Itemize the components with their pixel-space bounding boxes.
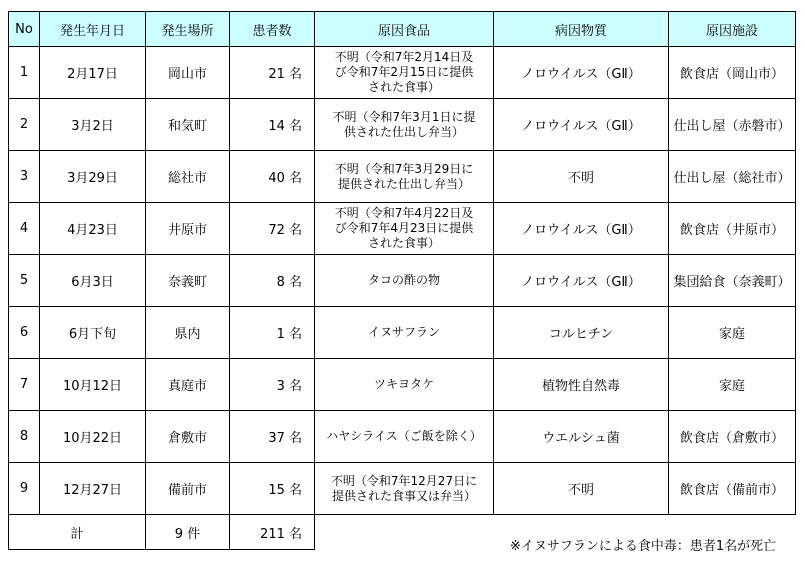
cell-date: 4月23日 bbox=[40, 203, 146, 255]
cell-no: 3 bbox=[9, 151, 40, 203]
cell-food: 不明（令和7年4月22日及 び令和7年4月23日に提供 された食事） bbox=[315, 203, 494, 255]
table-row bbox=[9, 463, 796, 515]
cell-no: 7 bbox=[9, 359, 40, 411]
table-row bbox=[9, 255, 796, 307]
cell-place: 総社市 bbox=[146, 151, 230, 203]
cell-no: 5 bbox=[9, 255, 40, 307]
total-label: 計 bbox=[9, 515, 146, 550]
cell-no: 6 bbox=[9, 307, 40, 359]
cell-place: 真庭市 bbox=[146, 359, 230, 411]
cell-facility: 仕出し屋（総社市） bbox=[669, 151, 796, 203]
cell-patients: 14 名 bbox=[230, 99, 315, 151]
cell-agent: ノロウイルス（GⅡ） bbox=[494, 99, 669, 151]
cell-agent: 不明 bbox=[494, 151, 669, 203]
cell-facility: 飲食店（井原市） bbox=[669, 203, 796, 255]
cell-facility: 集団給食（奈義町） bbox=[669, 255, 796, 307]
header-patients: 患者数 bbox=[230, 12, 315, 47]
header-date: 発生年月日 bbox=[40, 12, 146, 47]
table-row bbox=[9, 47, 796, 99]
cell-agent: ノロウイルス（GⅡ） bbox=[494, 203, 669, 255]
header-agent: 病因物質 bbox=[494, 12, 669, 47]
cell-patients: 72 名 bbox=[230, 203, 315, 255]
cell-date: 6月下旬 bbox=[40, 307, 146, 359]
total-count: 9 件 bbox=[146, 515, 230, 550]
cell-food: イヌサフラン bbox=[315, 307, 494, 359]
cell-food: 不明（令和7年2月14日及 び令和7年2月15日に提供 された食事） bbox=[315, 47, 494, 99]
cell-facility: 仕出し屋（赤磐市） bbox=[669, 99, 796, 151]
cell-food: 不明（令和7年3月29日に 提供された仕出し弁当） bbox=[315, 151, 494, 203]
cell-date: 3月2日 bbox=[40, 99, 146, 151]
cell-food: 不明（令和7年3月1日に提 供された仕出し弁当） bbox=[315, 99, 494, 151]
cell-agent: コルヒチン bbox=[494, 307, 669, 359]
cell-agent: ノロウイルス（GⅡ） bbox=[494, 255, 669, 307]
cell-facility: 家庭 bbox=[669, 307, 796, 359]
cell-place: 岡山市 bbox=[146, 47, 230, 99]
footnote: ※イヌサフランによる食中毒：患者1名が死亡 bbox=[510, 539, 777, 554]
cell-patients: 37 名 bbox=[230, 411, 315, 463]
header-place: 発生場所 bbox=[146, 12, 230, 47]
cell-date: 6月3日 bbox=[40, 255, 146, 307]
cell-date: 12月27日 bbox=[40, 463, 146, 515]
cell-facility: 飲食店（岡山市） bbox=[669, 47, 796, 99]
cell-place: 和気町 bbox=[146, 99, 230, 151]
cell-place: 倉敷市 bbox=[146, 411, 230, 463]
cell-food: タコの酢の物 bbox=[315, 255, 494, 307]
cell-date: 10月22日 bbox=[40, 411, 146, 463]
cell-patients: 8 名 bbox=[230, 255, 315, 307]
cell-patients: 3 名 bbox=[230, 359, 315, 411]
cell-patients: 1 名 bbox=[230, 307, 315, 359]
cell-no: 4 bbox=[9, 203, 40, 255]
cell-patients: 21 名 bbox=[230, 47, 315, 99]
cell-food: ツキヨタケ bbox=[315, 359, 494, 411]
cell-no: 1 bbox=[9, 47, 40, 99]
cell-no: 2 bbox=[9, 99, 40, 151]
table-row bbox=[9, 151, 796, 203]
cell-date: 10月12日 bbox=[40, 359, 146, 411]
total-patients: 211 名 bbox=[230, 515, 315, 550]
cell-agent: 植物性自然毒 bbox=[494, 359, 669, 411]
table-row bbox=[9, 99, 796, 151]
cell-place: 県内 bbox=[146, 307, 230, 359]
table-row bbox=[9, 203, 796, 255]
cell-food: ハヤシライス（ご飯を除く） bbox=[315, 411, 494, 463]
cell-place: 奈義町 bbox=[146, 255, 230, 307]
header-food: 原因食品 bbox=[315, 12, 494, 47]
cell-date: 3月29日 bbox=[40, 151, 146, 203]
cell-patients: 40 名 bbox=[230, 151, 315, 203]
cell-place: 備前市 bbox=[146, 463, 230, 515]
table-row bbox=[9, 359, 796, 411]
food-poisoning-table bbox=[8, 11, 796, 550]
cell-no: 8 bbox=[9, 411, 40, 463]
header-no: No bbox=[9, 12, 40, 47]
table-row bbox=[9, 307, 796, 359]
cell-facility: 家庭 bbox=[669, 359, 796, 411]
table-row bbox=[9, 411, 796, 463]
cell-agent: ノロウイルス（GⅡ） bbox=[494, 47, 669, 99]
cell-food: 不明（令和7年12月27日に 提供された食事又は弁当） bbox=[315, 463, 494, 515]
header-facility: 原因施設 bbox=[669, 12, 796, 47]
cell-place: 井原市 bbox=[146, 203, 230, 255]
cell-patients: 15 名 bbox=[230, 463, 315, 515]
cell-agent: ウエルシュ菌 bbox=[494, 411, 669, 463]
cell-agent: 不明 bbox=[494, 463, 669, 515]
cell-facility: 飲食店（備前市） bbox=[669, 463, 796, 515]
cell-facility: 飲食店（倉敷市） bbox=[669, 411, 796, 463]
cell-no: 9 bbox=[9, 463, 40, 515]
cell-date: 2月17日 bbox=[40, 47, 146, 99]
header-row bbox=[9, 12, 796, 47]
